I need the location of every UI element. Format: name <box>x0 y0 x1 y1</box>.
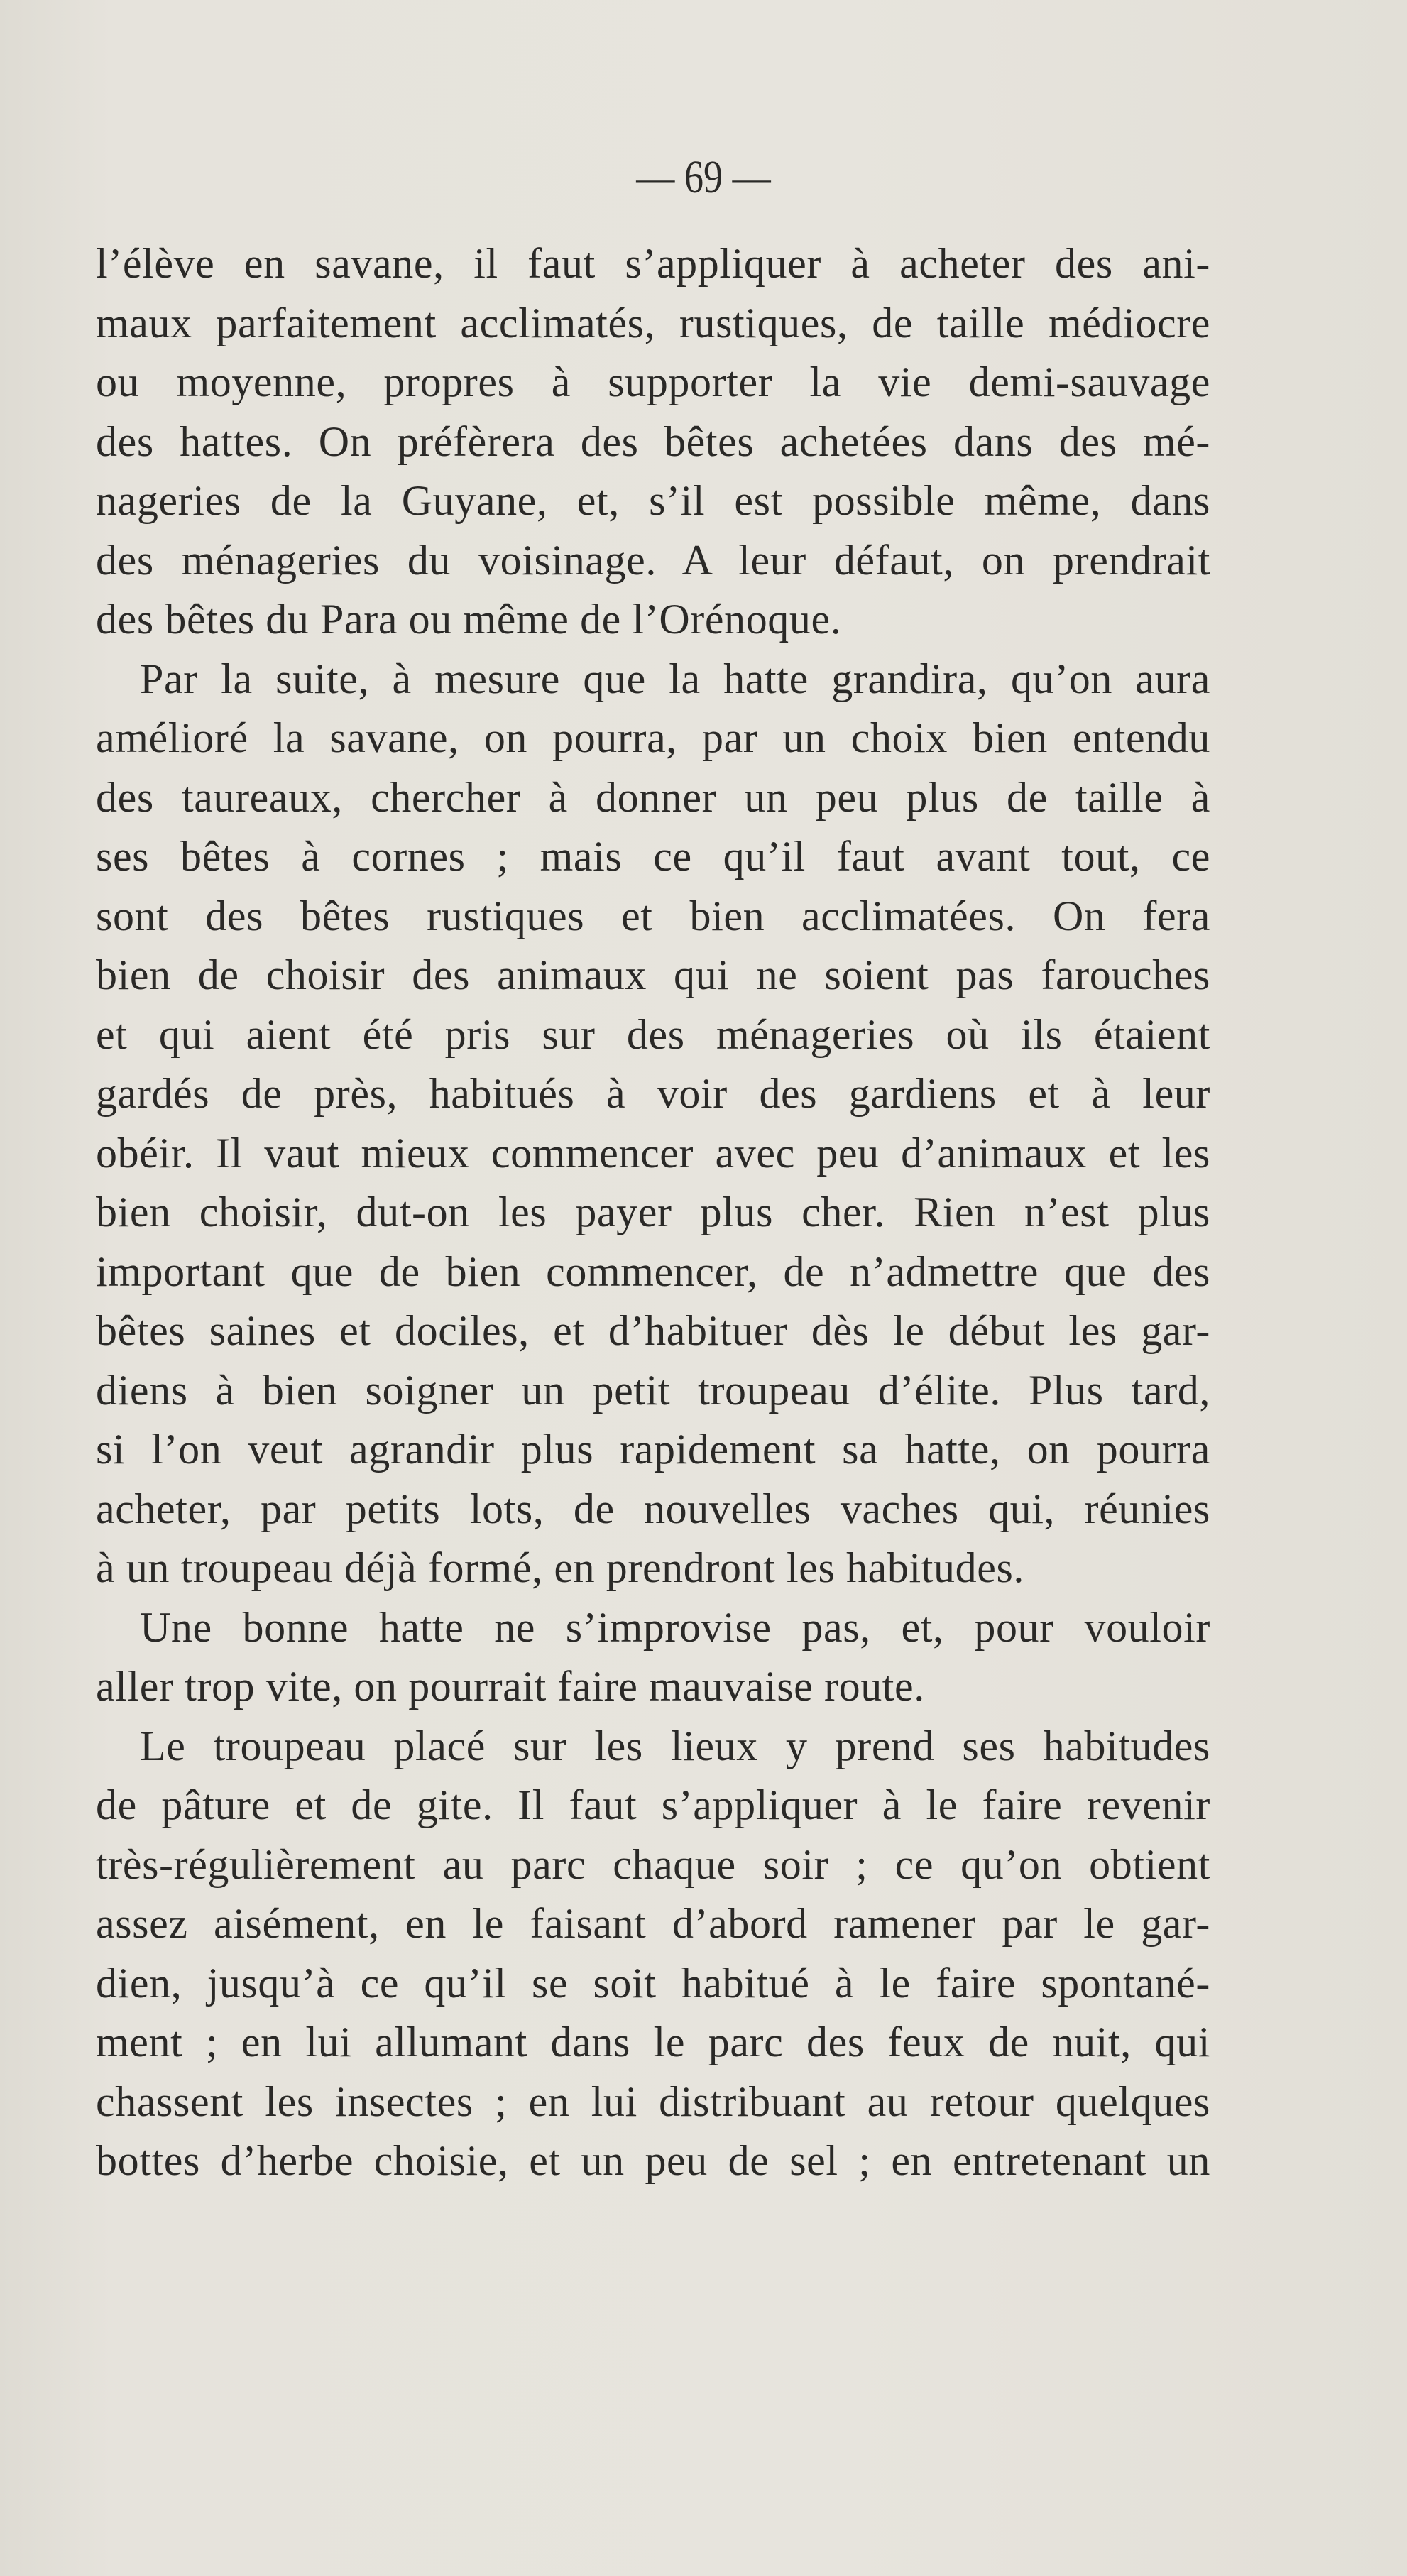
text-line: aller trop vite, on pourrait faire mauvaise route. <box>96 1663 925 1710</box>
text-line: nageries de la Guyane, et, s’il est possible même, dans <box>96 477 1210 524</box>
text-line: chassent les insectes ; en lui distribuant au retour quelques <box>96 2078 1210 2125</box>
text-line: des bêtes du Para ou même de l’Orénoque. <box>96 596 842 643</box>
text-line: l’élève en savane, il faut s’appliquer à acheter des ani- <box>96 240 1210 287</box>
text-line: Par la suite, à mesure que la hatte grandira, qu’on aura <box>140 655 1210 702</box>
text-line: bien de choisir des animaux qui ne soient pas farouches <box>96 951 1210 998</box>
text-line: bottes d’herbe choisie, et un peu de sel ; en entretenant un <box>96 2137 1210 2184</box>
text-line: diens à bien soigner un petit troupeau d’élite. Plus tard, <box>96 1366 1210 1414</box>
text-line: bêtes saines et dociles, et d’habituer dès le début les gar- <box>96 1307 1210 1354</box>
text-line: obéir. Il vaut mieux commencer avec peu d’animaux et les <box>96 1129 1210 1177</box>
text-line: si l’on veut agrandir plus rapidement sa hatte, on pourra <box>96 1426 1210 1473</box>
text-line: ses bêtes à cornes ; mais ce qu’il faut avant tout, ce <box>96 833 1210 880</box>
text-line: sont des bêtes rustiques et bien acclimatées. On fera <box>96 892 1210 939</box>
text-line: Le troupeau placé sur les lieux y prend ses habitudes <box>140 1722 1210 1769</box>
text-line: Une bonne hatte ne s’improvise pas, et, pour vouloir <box>140 1603 1210 1651</box>
text-line: des hattes. On préfèrera des bêtes achetées dans des mé- <box>96 417 1210 465</box>
text-line: ou moyenne, propres à supporter la vie demi-sauvage <box>96 359 1210 405</box>
text-line: acheter, par petits lots, de nouvelles vaches qui, réunies <box>96 1485 1210 1532</box>
text-line: amélioré la savane, on pourra, par un choix bien entendu <box>96 714 1210 761</box>
text-line: ment ; en lui allumant dans le parc des feux de nuit, qui <box>96 2019 1210 2065</box>
text-line: important que de bien commencer, de n’admettre que des <box>96 1248 1210 1295</box>
text-line: bien choisir, dut-on les payer plus cher. Rien n’est plus <box>96 1189 1210 1235</box>
text-line: dien, jusqu’à ce qu’il se soit habitué à le faire spontané- <box>96 1959 1210 2007</box>
text-line: et qui aient été pris sur des ménageries où ils étaient <box>96 1010 1210 1058</box>
text-line: très-régulièrement au parc chaque soir ; ce qu’on obtient <box>96 1840 1210 1888</box>
text-line: maux parfaitement acclimatés, rustiques, de taille médiocre <box>96 299 1210 346</box>
text-line: des ménageries du voisinage. A leur défaut, on prendrait <box>96 536 1210 584</box>
body-text <box>96 234 1210 2191</box>
text-line: de pâture et de gite. Il faut s’appliquer à le faire revenir <box>96 1781 1210 1828</box>
text-line: gardés de près, habitués à voir des gardiens et à leur <box>96 1070 1210 1117</box>
text-line: assez aisément, en le faisant d’abord ramener par le gar- <box>96 1900 1210 1947</box>
text-line: à un troupeau déjà formé, en prendront les habitudes. <box>96 1544 1025 1591</box>
page-number: — 69 — <box>636 151 771 203</box>
text-line: des taureaux, chercher à donner un peu plus de taille à <box>96 773 1210 821</box>
